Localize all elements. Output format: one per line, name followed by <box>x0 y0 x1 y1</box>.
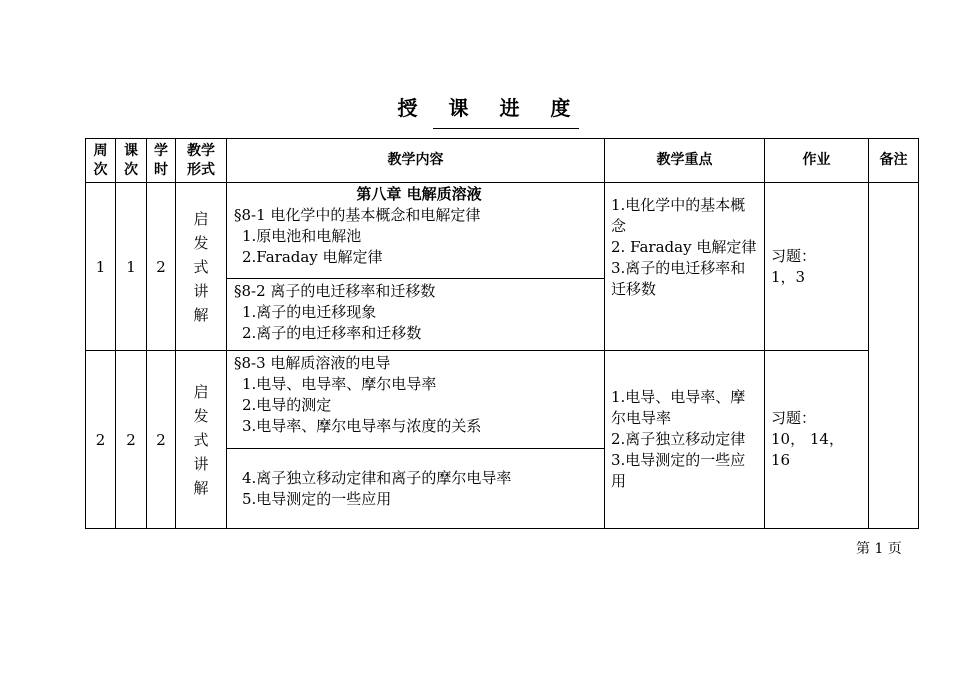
homework-items: 1，3 <box>771 267 806 286</box>
homework-label: 习题： <box>771 409 817 427</box>
table-row <box>86 351 919 449</box>
document-title: 授 课 进 度 <box>397 96 583 120</box>
key-points-cell <box>605 351 765 529</box>
header-remarks: 备注 <box>869 139 919 183</box>
form-cell: 启 发 式 讲 解 <box>176 183 227 351</box>
homework-items: 16 <box>771 451 791 469</box>
hours-cell: 2 <box>147 351 176 529</box>
content-item: 1.电导、电导率、摩尔电导率 <box>242 375 437 393</box>
homework-cell <box>765 351 869 529</box>
key-point: 1.电化学中的基本概念 <box>611 196 746 235</box>
remarks-cell <box>869 183 919 529</box>
key-point: 3.离子的电迁移率和迁移数 <box>611 259 746 298</box>
header-key-points: 教学重点 <box>605 139 765 183</box>
page-number: 第 1 页 <box>856 541 902 557</box>
homework-cell <box>765 183 869 351</box>
homework-label: 习题： <box>771 246 817 265</box>
section-title: §8-1 电化学中的基本概念和电解定律 <box>234 206 481 224</box>
content-item: 5.电导测定的一些应用 <box>242 489 392 508</box>
header-form: 教学 形式 <box>176 139 227 183</box>
content-cell <box>227 183 605 279</box>
header-homework: 作业 <box>765 139 869 183</box>
form-cell: 启 发 式 讲 解 <box>176 351 227 529</box>
section-title: §8-3 电解质溶液的电导 <box>234 354 391 372</box>
key-point: 2. Faraday 电解定律 <box>611 238 757 256</box>
content-cell <box>227 449 605 529</box>
header-content: 教学内容 <box>227 139 605 183</box>
section-title: §8-2 离子的电迁移率和迁移数 <box>234 282 436 300</box>
header-week: 周 次 <box>86 139 116 183</box>
content-cell <box>227 351 605 449</box>
week-cell: 2 <box>86 351 116 529</box>
header-row <box>86 139 919 183</box>
content-item: 3.电导率、摩尔电导率与浓度的关系 <box>242 417 482 435</box>
content-item: 4.离子独立移动定律和离子的摩尔电导率 <box>242 468 512 487</box>
content-item: 1.原电池和电解池 <box>242 227 362 245</box>
key-point: 3.电导测定的一些应用 <box>611 451 746 490</box>
table-row <box>86 183 919 279</box>
content-item: 1.离子的电迁移现象 <box>242 303 377 321</box>
content-item: 2.离子的电迁移率和迁移数 <box>242 324 422 342</box>
key-point: 1.电导、电导率、摩尔电导率 <box>611 388 746 427</box>
homework-items: 10， 14， <box>771 430 844 448</box>
teaching-schedule-table <box>85 138 919 529</box>
header-hours: 学 时 <box>147 139 176 183</box>
content-item: 2.电导的测定 <box>242 396 332 414</box>
content-item: 2.Faraday 电解定律 <box>242 248 383 266</box>
content-cell <box>227 279 605 351</box>
key-point: 2.离子独立移动定律 <box>611 430 746 448</box>
chapter-title: 第八章 电解质溶液 <box>356 185 482 203</box>
title-underline <box>433 128 579 129</box>
header-lesson: 课 次 <box>116 139 147 183</box>
hours-cell: 2 <box>147 183 176 351</box>
key-points-cell <box>605 183 765 351</box>
week-cell: 1 <box>86 183 116 351</box>
lesson-cell: 1 <box>116 183 147 351</box>
lesson-cell: 2 <box>116 351 147 529</box>
